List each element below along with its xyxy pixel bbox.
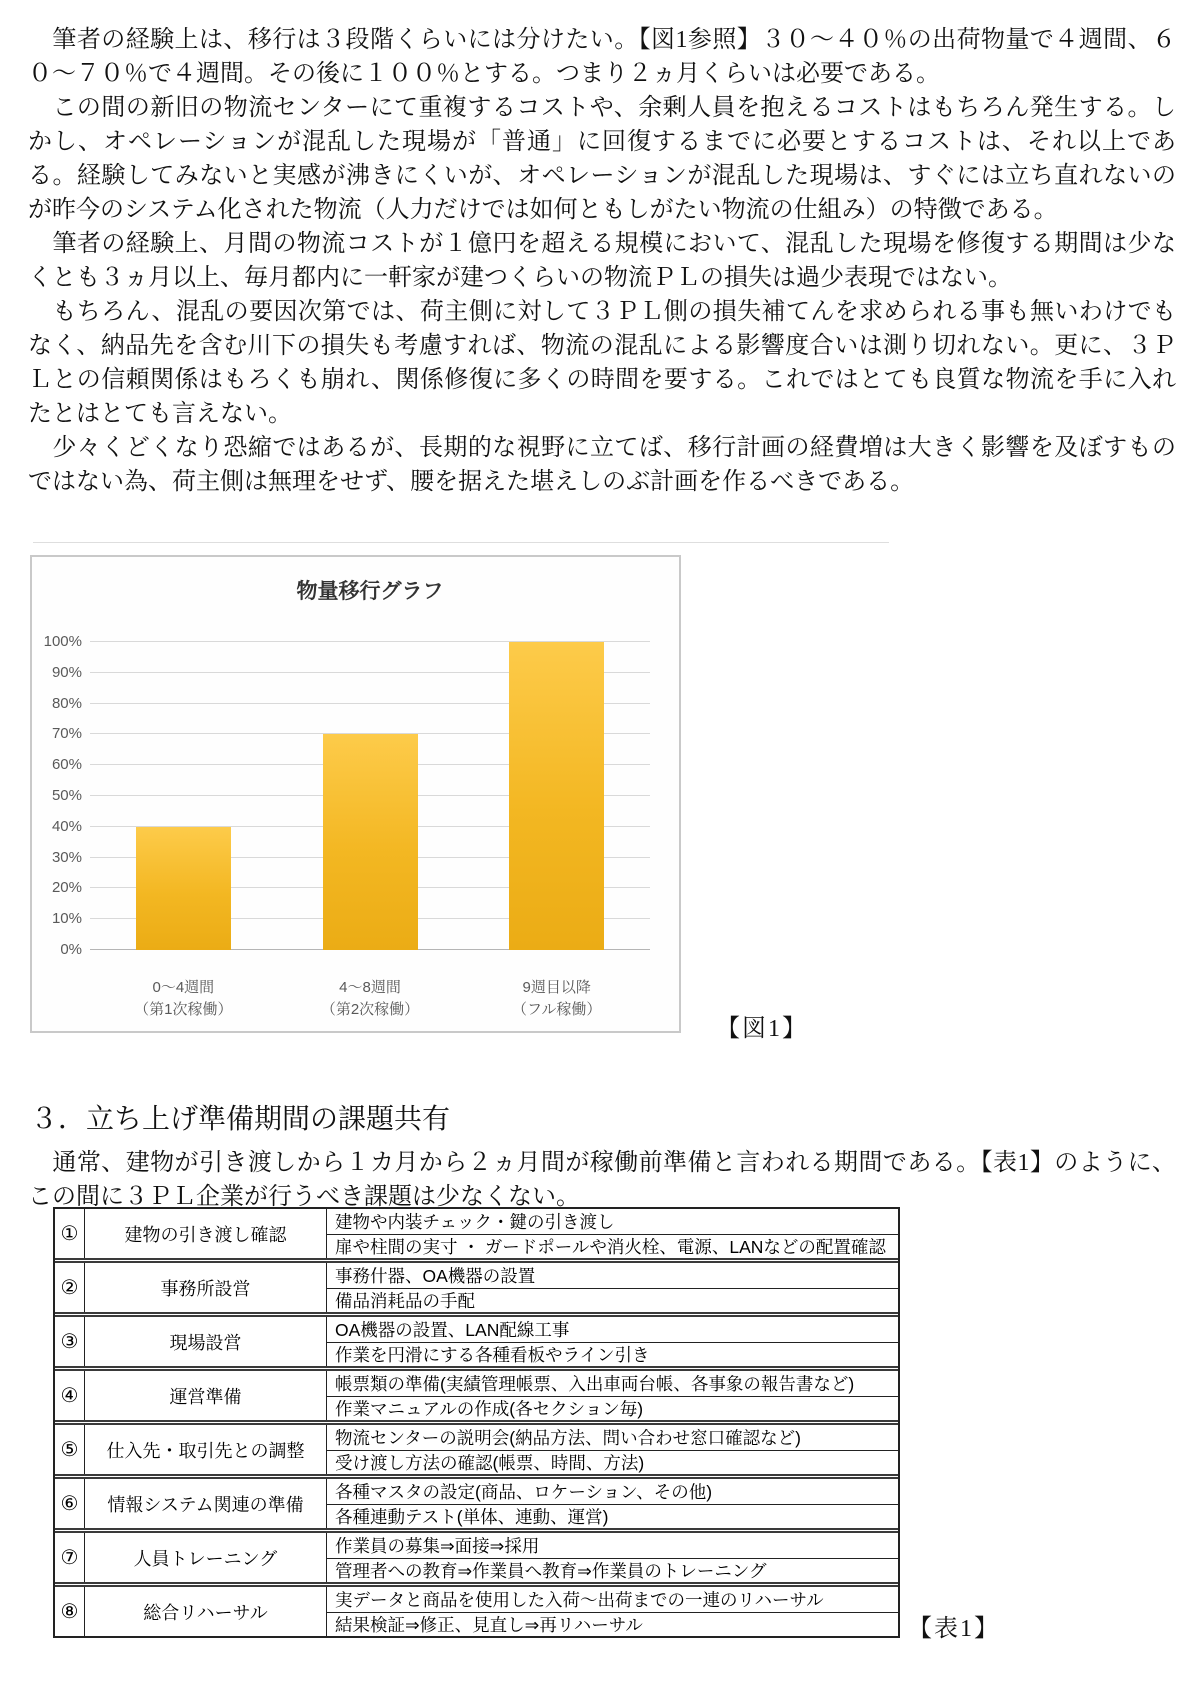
row-detail: 扉や柱間の実寸 ・ ガードポールや消火栓、電源、LANなどの配置確認 bbox=[327, 1234, 898, 1259]
row-category: 総合リハーサル bbox=[85, 1587, 327, 1636]
chart-bar bbox=[509, 642, 604, 950]
volume-migration-chart bbox=[30, 555, 681, 1033]
chart-bar bbox=[323, 734, 418, 950]
article-paragraph: 筆者の経験上は、移行は３段階くらいには分けたい。【図1参照】３０～４０％の出荷物量で４週間、６０～７０％で４週間。その後に１００％とする。つまり２ヵ月くらいは必要である。 bbox=[28, 27, 1176, 87]
article-paragraph: 少々くどくなり恐縮ではあるが、長期的な視野に立てば、移行計画の経費増は大きく影響を及ぼすものではない為、荷主側は無理をせず、腰を据えた堪えしのぶ計画を作るべきである。 bbox=[28, 435, 1176, 495]
table-row-group bbox=[55, 1474, 898, 1528]
chart-x-axis bbox=[90, 977, 650, 1021]
table-row-group bbox=[55, 1258, 898, 1312]
chart-bar bbox=[136, 827, 231, 950]
row-number: ⑧ bbox=[55, 1587, 85, 1636]
row-detail: 管理者への教育⇒作業員へ教育⇒作業員のトレーニング bbox=[327, 1558, 898, 1583]
x-category-sub: （第2次稼働） bbox=[320, 1001, 420, 1018]
x-category-sub: （フル稼働） bbox=[511, 1001, 602, 1018]
table-row-group bbox=[55, 1528, 898, 1582]
y-tick-label: 50% bbox=[51, 787, 82, 804]
figure-caption: 【図1】 bbox=[716, 1016, 808, 1042]
row-detail: 作業を円滑にする各種看板やライン引き bbox=[327, 1342, 898, 1367]
article-paragraph: この間の新旧の物流センターにて重複するコストや、余剰人員を抱えるコストはもちろん発生する。しかし、オペレーションが混乱した現場が「普通」に回復するまでに必要とするコストは、それ以上である。経験してみないと実感が沸きにくいが、オペレーションが混乱した現場は、すぐには立ち直れないのが昨今のシステム化された物流（人力だけでは如何ともしがたい物流の仕組み）の特徴である。 bbox=[28, 95, 1176, 223]
row-detail: 結果検証⇒修正、見直し⇒再リハーサル bbox=[327, 1612, 898, 1637]
row-number: ④ bbox=[55, 1371, 85, 1420]
row-number: ② bbox=[55, 1263, 85, 1312]
row-detail: 作業マニュアルの作成(各セクション毎) bbox=[327, 1396, 898, 1421]
row-category: 情報システム関連の準備 bbox=[85, 1479, 327, 1528]
table-row-group bbox=[55, 1209, 898, 1258]
table-row-group bbox=[55, 1312, 898, 1366]
y-tick-label: 90% bbox=[51, 663, 82, 681]
y-tick-label: 70% bbox=[51, 725, 82, 743]
row-detail: 物流センターの説明会(納品方法、問い合わせ窓口確認など) bbox=[335, 1427, 801, 1448]
row-category: 事務所設営 bbox=[85, 1263, 327, 1312]
table-row-group bbox=[55, 1582, 898, 1636]
x-category-main: 4～8週間 bbox=[339, 979, 401, 996]
row-detail: 建物や内装チェック・鍵の引き渡し bbox=[335, 1211, 615, 1232]
row-detail: 各種連動テスト(単体、連動、運営) bbox=[327, 1504, 898, 1529]
y-tick-label: 100% bbox=[43, 633, 82, 650]
y-tick-label: 30% bbox=[51, 848, 82, 866]
article-text bbox=[28, 23, 1176, 499]
y-tick-label: 60% bbox=[51, 756, 82, 774]
y-tick-label: 10% bbox=[51, 910, 82, 928]
preparation-task-table bbox=[53, 1207, 900, 1638]
x-category-main: 0～4週間 bbox=[152, 979, 215, 996]
x-category-label bbox=[463, 977, 650, 1021]
x-category-sub: （第1次稼働） bbox=[134, 1001, 233, 1018]
row-number: ⑤ bbox=[55, 1425, 85, 1474]
row-number: ① bbox=[55, 1209, 85, 1258]
x-category-label bbox=[90, 977, 277, 1021]
section-paragraph: 通常、建物が引き渡しから１カ月から２ヵ月間が稼働前準備と言われる期間である。【表1】のように、この間に３ＰＬ企業が行うべき課題は少なくない。 bbox=[28, 1150, 1176, 1210]
row-number: ⑦ bbox=[55, 1533, 85, 1582]
row-category: 運営準備 bbox=[85, 1371, 327, 1420]
section-heading: ３．立ち上げ準備期間の課題共有 bbox=[30, 1104, 451, 1135]
chart-plot-area bbox=[90, 642, 650, 950]
row-category: 仕入先・取引先との調整 bbox=[85, 1425, 327, 1474]
y-tick-label: 40% bbox=[51, 817, 82, 835]
row-category: 人員トレーニング bbox=[85, 1533, 327, 1582]
row-detail: 受け渡し方法の確認(帳票、時間、方法) bbox=[327, 1450, 898, 1475]
row-number: ⑥ bbox=[55, 1479, 85, 1528]
table-caption: 【表1】 bbox=[908, 1616, 1000, 1642]
row-detail: 事務什器、OA機器の設置 bbox=[335, 1265, 536, 1286]
article-paragraph: もちろん、混乱の要因次第では、荷主側に対して３ＰＬ側の損失補てんを求められる事も無いわけでもなく、納品先を含む川下の損失も考慮すれば、物流の混乱による影響度合いは測り切れない。更に、３ＰＬとの信頼関係はもろくも崩れ、関係修復に多くの時間を要する。これではとても良質な物流を手に入れたとはとても言えない。 bbox=[28, 299, 1176, 427]
row-detail: 備品消耗品の手配 bbox=[327, 1288, 898, 1313]
row-category: 建物の引き渡し確認 bbox=[85, 1209, 327, 1258]
chart-y-axis bbox=[34, 633, 82, 958]
chart-title: 物量移行グラフ bbox=[296, 580, 444, 603]
y-tick-label: 0% bbox=[60, 941, 82, 958]
y-tick-label: 20% bbox=[51, 879, 82, 897]
row-detail: OA機器の設置、LAN配線工事 bbox=[335, 1319, 570, 1340]
x-category-label bbox=[277, 977, 464, 1021]
table-row-group bbox=[55, 1420, 898, 1474]
article-paragraph: 筆者の経験上、月間の物流コストが１億円を超える規模において、混乱した現場を修復する期間は少なくとも３ヵ月以上、毎月都内に一軒家が建つくらいの物流ＰＬの損失は過少表現ではない。 bbox=[28, 231, 1176, 291]
y-tick-label: 80% bbox=[51, 694, 82, 712]
row-detail: 実データと商品を使用した入荷～出荷までの一連のリハーサル bbox=[335, 1589, 824, 1610]
row-detail: 作業員の募集⇒面接⇒採用 bbox=[335, 1535, 540, 1556]
row-category: 現場設営 bbox=[85, 1317, 327, 1366]
x-category-main: 9週目以降 bbox=[522, 979, 591, 996]
row-detail: 各種マスタの設定(商品、ロケーション、その他) bbox=[335, 1481, 713, 1502]
table-row-group bbox=[55, 1366, 898, 1420]
row-number: ③ bbox=[55, 1317, 85, 1366]
chart-image-top-edge bbox=[33, 542, 889, 543]
row-detail: 帳票類の準備(実績管理帳票、入出車両台帳、各事象の報告書など) bbox=[335, 1373, 855, 1394]
